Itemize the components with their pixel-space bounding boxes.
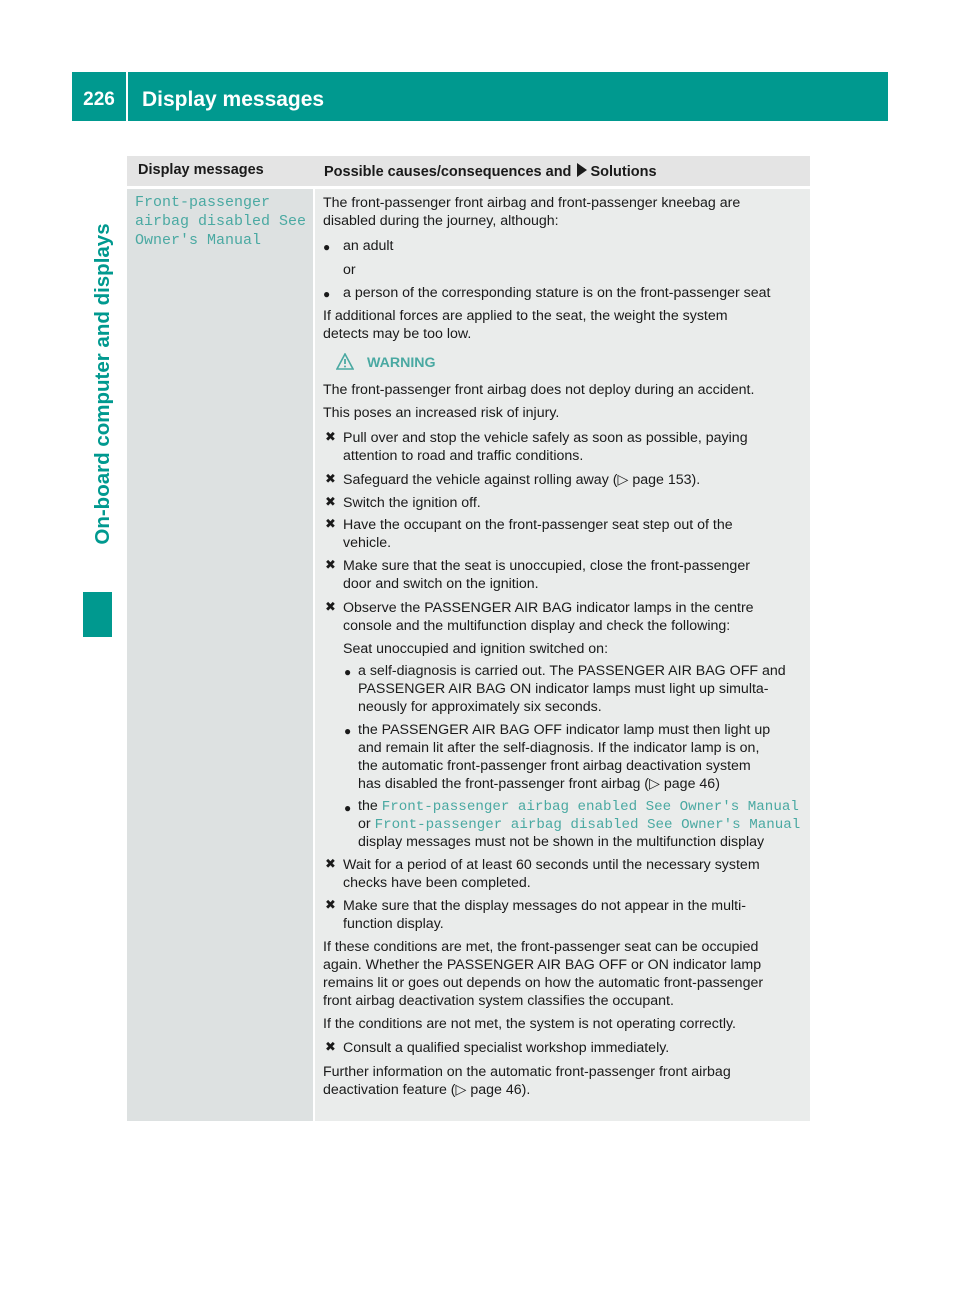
bullet-text: the PASSENGER AIR BAG OFF indicator lamp must then light up [358, 722, 771, 738]
bullet-icon: ● [323, 240, 331, 254]
step-arrow-icon: ✖ [325, 557, 336, 572]
step-arrow-icon: ✖ [325, 856, 336, 871]
step-text: attention to road and traffic conditions. [343, 448, 584, 464]
text-line: The front-passenger front airbag and front-passenger kneebag are [323, 195, 741, 211]
step-text: Pull over and stop the vehicle safely as soon as possible, paying [343, 430, 748, 446]
text-line: again. Whether the PASSENGER AIR BAG OFF or ON indicator lamp [323, 957, 762, 973]
text-line: or [343, 262, 356, 278]
bullet-text: neously for approximately six seconds. [358, 699, 602, 715]
bullet-text: has disabled the front-passenger front airbag (▷ page 46) [358, 776, 720, 792]
step-arrow-icon: ✖ [325, 897, 336, 912]
step-text: Wait for a period of at least 60 seconds until the necessary system [343, 857, 760, 873]
step-text: Have the occupant on the front-passenger seat step out of the [343, 517, 733, 533]
step-text: Consult a qualified specialist workshop immediately. [343, 1040, 670, 1056]
warning-label: WARNING [367, 355, 436, 371]
bullet-text: a person of the corresponding stature is on the front-passenger seat [343, 285, 771, 301]
page-number: 226 [83, 89, 115, 110]
section-tab-marker [83, 592, 112, 637]
bullet-text: or Front-passenger airbag disabled See Owner's Manual [358, 816, 801, 833]
section-tab-label: On-board computer and displays [91, 223, 114, 545]
message-cell [127, 189, 313, 1121]
page-ref-icon: ▷ [649, 776, 660, 792]
step-text: door and switch on the ignition. [343, 576, 539, 592]
text-line: The front-passenger front airbag does not deploy during an accident. [323, 382, 755, 398]
text-line: remains lit or goes out depends on how the automatic front-passenger [323, 975, 764, 991]
col-header-display-messages: Display messages [138, 162, 264, 178]
step-text: Safeguard the vehicle against rolling away (▷ page 153). [343, 472, 701, 488]
text-line: Seat unoccupied and ignition switched on: [343, 641, 609, 657]
step-text: Make sure that the seat is unoccupied, close the front-passenger [343, 558, 750, 574]
page-title: Display messages [142, 88, 325, 111]
bullet-text: a self-diagnosis is carried out. The PASSENGER AIR BAG OFF and [358, 663, 786, 679]
header-divider [126, 72, 128, 121]
text-line: If additional forces are applied to the seat, the weight the system [323, 308, 728, 324]
step-text: Make sure that the display messages do not appear in the multi- [343, 898, 746, 914]
bullet-text: display messages must not be shown in the multifunction display [358, 834, 765, 850]
col-header-solutions: Possible causes/consequences and Solutions [324, 164, 657, 180]
page-ref-icon: ▷ [617, 472, 629, 488]
page-ref-icon: ▷ [455, 1082, 467, 1098]
text-line: disabled during the journey, although: [323, 213, 559, 229]
step-arrow-icon: ✖ [325, 516, 336, 531]
bullet-icon: ● [344, 724, 352, 738]
text-line: detects may be too low. [323, 326, 472, 342]
display-messages-table [127, 156, 810, 1121]
step-arrow-icon: ✖ [325, 599, 336, 614]
step-text: checks have been completed. [343, 875, 531, 891]
page-header [72, 72, 888, 121]
step-text: Switch the ignition off. [343, 495, 481, 511]
bullet-icon: ● [344, 801, 352, 815]
bullet-text: PASSENGER AIR BAG ON indicator lamps must light up simulta- [358, 681, 769, 697]
step-text: Observe the PASSENGER AIR BAG indicator lamps in the centre [343, 600, 754, 616]
text-line: If the conditions are not met, the system is not operating correctly. [323, 1016, 736, 1032]
step-arrow-icon: ✖ [325, 494, 336, 509]
solutions-cell [315, 189, 810, 1121]
step-arrow-icon: ✖ [325, 1039, 336, 1054]
step-text: vehicle. [343, 535, 392, 551]
text-line: deactivation feature (▷ page 46). [323, 1082, 531, 1098]
text-line: Further information on the automatic front-passenger front airbag [323, 1064, 731, 1080]
bullet-text: the automatic front-passenger front airbag deactivation system [358, 758, 751, 774]
step-text: function display. [343, 916, 444, 932]
display-message: Front-passenger airbag disabled See Owner's Manual [135, 194, 307, 249]
bullet-text: the Front-passenger airbag enabled See Owner's Manual [358, 798, 799, 815]
bullet-icon: ● [344, 665, 352, 679]
text-line: If these conditions are met, the front-passenger seat can be occupied [323, 939, 759, 955]
warning-icon [336, 353, 354, 370]
step-text: console and the multifunction display and check the following: [343, 618, 731, 634]
bullet-text: an adult [343, 238, 394, 254]
step-arrow-icon: ✖ [325, 471, 336, 486]
bullet-icon: ● [323, 287, 331, 301]
step-arrow-icon: ✖ [325, 429, 336, 444]
play-icon [577, 163, 587, 177]
table-header-row [127, 156, 810, 186]
bullet-text: and remain lit after the self-diagnosis. If the indicator lamp is on, [358, 740, 760, 756]
text-line: This poses an increased risk of injury. [323, 405, 560, 421]
text-line: front airbag deactivation system classifies the occupant. [323, 993, 674, 1009]
